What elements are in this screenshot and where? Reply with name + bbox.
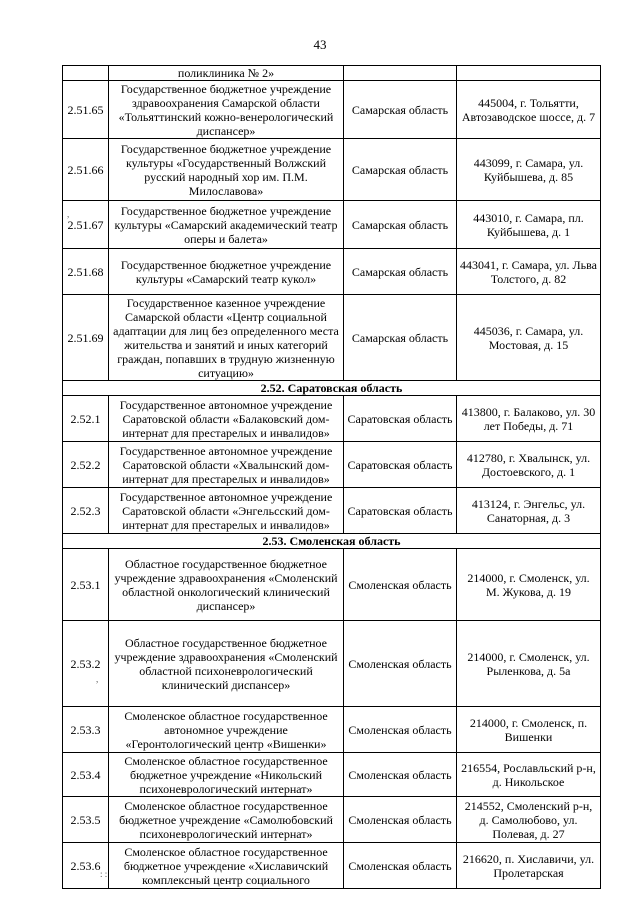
address-cell: 413124, г. Энгельс, ул. Санаторная, д. 3 bbox=[457, 488, 601, 534]
number-cell: 2.52.1 bbox=[63, 396, 109, 442]
scan-mark: , bbox=[67, 209, 70, 219]
region-cell: Смоленская область bbox=[344, 843, 457, 889]
table-row bbox=[63, 66, 601, 81]
scan-mark: : : bbox=[100, 869, 108, 879]
name-cell: Государственное автономное учреждение Саратовской области «Балаковский дом-интернат для престарелых и инвалидов» bbox=[109, 396, 344, 442]
region-cell: Самарская область bbox=[344, 139, 457, 201]
address-cell: 443099, г. Самара, ул. Куйбышева, д. 85 bbox=[457, 139, 601, 201]
region-cell: Смоленская область bbox=[344, 621, 457, 707]
table-row bbox=[63, 249, 601, 295]
section-row bbox=[63, 381, 601, 396]
name-cell: Государственное бюджетное учреждение здравоохранения Самарской области «Тольяттинский кожно-венерологический диспансер» bbox=[109, 81, 344, 139]
region-cell: Самарская область bbox=[344, 81, 457, 139]
region-cell: Саратовская область bbox=[344, 396, 457, 442]
region-cell bbox=[344, 66, 457, 81]
name-cell: Смоленское областное государственное автономное учреждение «Геронтологический центр «Вишенки» bbox=[109, 707, 344, 753]
table-row bbox=[63, 442, 601, 488]
region-cell: Смоленская область bbox=[344, 753, 457, 797]
region-cell: Смоленская область bbox=[344, 549, 457, 621]
name-cell: Смоленское областное государственное бюджетное учреждение «Хиславичский комплексный центр социального bbox=[109, 843, 344, 889]
region-cell: Самарская область bbox=[344, 201, 457, 249]
address-cell: 443041, г. Самара, ул. Льва Толстого, д. 82 bbox=[457, 249, 601, 295]
name-cell: Государственное бюджетное учреждение культуры «Самарский театр кукол» bbox=[109, 249, 344, 295]
address-cell: 445004, г. Тольятти, Автозаводское шоссе, д. 7 bbox=[457, 81, 601, 139]
name-cell: Областное государственное бюджетное учреждение здравоохранения «Смоленский областной онкологический клинический диспансер» bbox=[109, 549, 344, 621]
address-cell: 445036, г. Самара, ул. Мостовая, д. 15 bbox=[457, 295, 601, 381]
number-cell: 2.53.5 bbox=[63, 797, 109, 843]
section-title: 2.53. Смоленская область bbox=[63, 534, 601, 549]
number-cell: 2.53.6 bbox=[63, 843, 109, 889]
name-cell: Государственное автономное учреждение Саратовской области «Энгельсский дом-интернат для престарелых и инвалидов» bbox=[109, 488, 344, 534]
name-cell: Смоленское областное государственное бюджетное учреждение «Никольский психоневрологический интернат» bbox=[109, 753, 344, 797]
number-cell: 2.51.68 bbox=[63, 249, 109, 295]
table-row bbox=[63, 81, 601, 139]
table-row bbox=[63, 488, 601, 534]
region-cell: Саратовская область bbox=[344, 488, 457, 534]
number-cell: 2.51.65 bbox=[63, 81, 109, 139]
address-cell: 214000, г. Смоленск, п. Вишенки bbox=[457, 707, 601, 753]
address-cell: 216620, п. Хиславичи, ул. Пролетарская bbox=[457, 843, 601, 889]
address-cell: 214552, Смоленский р-н, д. Самолюбово, ул. Полевая, д. 27 bbox=[457, 797, 601, 843]
name-cell: Государственное казенное учреждение Самарской области «Центр социальной адаптации для лиц без определенного места жительства и занятий и иных категорий граждан, попавших в трудную жизненную ситуацию» bbox=[109, 295, 344, 381]
scan-mark: , bbox=[96, 674, 99, 684]
address-cell: 214000, г. Смоленск, ул. Рыленкова, д. 5а bbox=[457, 621, 601, 707]
number-cell bbox=[63, 66, 109, 81]
region-cell: Саратовская область bbox=[344, 442, 457, 488]
table-row bbox=[63, 201, 601, 249]
table-row bbox=[63, 753, 601, 797]
number-cell: 2.51.66 bbox=[63, 139, 109, 201]
number-cell: 2.51.67 bbox=[63, 201, 109, 249]
number-cell: 2.51.69 bbox=[63, 295, 109, 381]
address-cell: 413800, г. Балаково, ул. 30 лет Победы, д. 71 bbox=[457, 396, 601, 442]
number-cell: 2.53.4 bbox=[63, 753, 109, 797]
name-cell: поликлиника № 2» bbox=[109, 66, 344, 81]
region-cell: Самарская область bbox=[344, 249, 457, 295]
section-row bbox=[63, 534, 601, 549]
address-cell bbox=[457, 66, 601, 81]
table-row bbox=[63, 621, 601, 707]
registry-table bbox=[62, 65, 601, 889]
address-cell: 443010, г. Самара, пл. Куйбышева, д. 1 bbox=[457, 201, 601, 249]
name-cell: Государственное автономное учреждение Саратовской области «Хвалынский дом-интернат для престарелых и инвалидов» bbox=[109, 442, 344, 488]
table-row bbox=[63, 843, 601, 889]
address-cell: 214000, г. Смоленск, ул. М. Жукова, д. 19 bbox=[457, 549, 601, 621]
region-cell: Самарская область bbox=[344, 295, 457, 381]
table-row bbox=[63, 139, 601, 201]
name-cell: Государственное бюджетное учреждение культуры «Самарский академический театр оперы и балета» bbox=[109, 201, 344, 249]
number-cell: 2.53.2 bbox=[63, 621, 109, 707]
table-row bbox=[63, 295, 601, 381]
number-cell: 2.52.2 bbox=[63, 442, 109, 488]
name-cell: Смоленское областное государственное бюджетное учреждение «Самолюбовский психоневрологический интернат» bbox=[109, 797, 344, 843]
name-cell: Областное государственное бюджетное учреждение здравоохранения «Смоленский областной психоневрологический клинический диспансер» bbox=[109, 621, 344, 707]
number-cell: 2.53.1 bbox=[63, 549, 109, 621]
table-row bbox=[63, 797, 601, 843]
page-number: 43 bbox=[313, 37, 327, 52]
table-row bbox=[63, 396, 601, 442]
address-cell: 412780, г. Хвалынск, ул. Достоевского, д. 1 bbox=[457, 442, 601, 488]
table-row bbox=[63, 707, 601, 753]
name-cell: Государственное бюджетное учреждение культуры «Государственный Волжский русский народный хор им. П.М. Милославова» bbox=[109, 139, 344, 201]
table-row bbox=[63, 549, 601, 621]
number-cell: 2.53.3 bbox=[63, 707, 109, 753]
number-cell: 2.52.3 bbox=[63, 488, 109, 534]
region-cell: Смоленская область bbox=[344, 707, 457, 753]
region-cell: Смоленская область bbox=[344, 797, 457, 843]
section-title: 2.52. Саратовская область bbox=[63, 381, 601, 396]
address-cell: 216554, Рославльский р-н, д. Никольское bbox=[457, 753, 601, 797]
